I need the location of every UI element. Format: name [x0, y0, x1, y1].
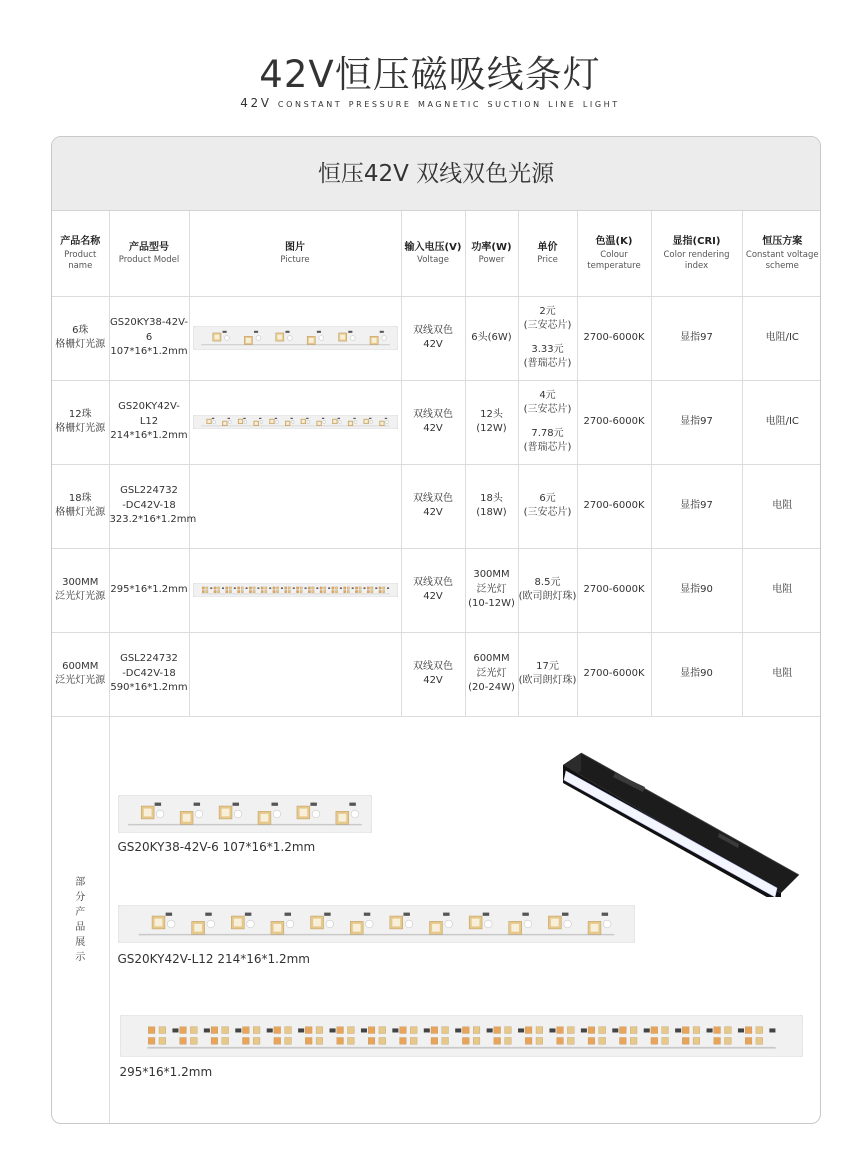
- header-label-en: Constant voltage scheme: [745, 249, 819, 271]
- voltage-line: 42V: [423, 423, 443, 434]
- page-subtitle: 42V constant pressure magnetic suction line light: [240, 96, 620, 110]
- showcase-label-char: 产: [75, 906, 86, 918]
- product-model-line: GS20KY38-42V-6: [109, 317, 189, 343]
- scheme-cell: [742, 464, 821, 548]
- strip-caption: 295*16*1.2mm: [119, 1064, 213, 1079]
- voltage-line: 42V: [423, 507, 443, 518]
- voltage-line: 42V: [423, 675, 443, 686]
- led-strip-picture: [193, 583, 398, 597]
- power-line: 18头(18W): [476, 492, 507, 518]
- product-name-cell: [52, 380, 109, 464]
- product-picture-cell: [189, 632, 401, 716]
- color-temperature-value: 2700-6000K: [583, 667, 645, 679]
- product-model-line: 214*16*1.2mm: [110, 430, 188, 442]
- power-line: (20-24W): [468, 682, 515, 694]
- product-picture-cell: [189, 464, 401, 548]
- led-strip-picture: [193, 326, 398, 350]
- header-label-en: Color rendering index: [663, 249, 730, 271]
- price-line: 6元: [539, 492, 556, 504]
- voltage-cell: [401, 548, 465, 632]
- showcase-label-char: 展: [75, 936, 86, 948]
- magnetic-line-lamp-image: [553, 747, 803, 897]
- voltage-cell: [401, 632, 465, 716]
- header-label-en: Voltage: [417, 255, 449, 266]
- product-name-line: 格栅灯光源: [55, 423, 106, 434]
- scheme-value: 电阻: [772, 499, 793, 511]
- product-model-cell: [109, 632, 189, 716]
- spec-table: [52, 211, 821, 1124]
- power-line: 300MM: [473, 569, 510, 581]
- led-strip-picture: [193, 415, 398, 429]
- product-name-line: 6珠: [72, 324, 89, 336]
- voltage-line: 双线双色: [413, 492, 453, 504]
- price-line: (三安芯片): [523, 404, 572, 415]
- showcase-label-char: 示: [75, 951, 86, 963]
- voltage-cell: [401, 296, 465, 380]
- strip-300mm-image: [120, 1015, 803, 1057]
- header-label-zh: 恒压方案: [762, 236, 803, 248]
- power-line: 12头(12W): [476, 408, 507, 434]
- header-label-zh: 产品名称: [60, 236, 101, 248]
- table-row: [52, 464, 821, 548]
- showcase-label-char: 部: [75, 876, 86, 888]
- table-row: [52, 632, 821, 716]
- product-model-cell: [109, 464, 197, 548]
- price-line: (普瑞芯片): [523, 358, 572, 369]
- product-model-line: 590*16*1.2mm: [110, 682, 188, 694]
- product-name-line: 600MM: [62, 660, 99, 672]
- cri-cell: [651, 464, 742, 548]
- product-model-line: 295*16*1.2mm: [110, 583, 188, 595]
- cri-value: 显指90: [680, 583, 713, 595]
- strip-6-led-image: [118, 795, 372, 833]
- header-cell: [518, 211, 577, 296]
- price-cell: [518, 464, 577, 548]
- header-cell: [577, 211, 651, 296]
- product-model-line: GSL224732: [120, 485, 178, 497]
- price-cell: [518, 548, 577, 632]
- header-label-en: Price: [537, 255, 558, 266]
- price-cell: [518, 296, 577, 380]
- product-model-cell: [109, 380, 189, 464]
- price-line: 17元: [536, 660, 559, 672]
- page-title: 42V恒压磁吸线条灯: [259, 53, 601, 96]
- color-temperature-cell: [577, 632, 651, 716]
- strip-12-led-image: [118, 905, 635, 943]
- product-name-line: 300MM: [62, 576, 99, 588]
- cri-value: 显指97: [680, 331, 713, 343]
- cri-cell: [651, 296, 742, 380]
- price-line: (普瑞芯片): [523, 442, 572, 453]
- product-name-cell: [52, 296, 109, 380]
- header-label-en: Picture: [280, 255, 310, 266]
- showcase-label-char: 分: [75, 891, 86, 903]
- product-name-line: 格栅灯光源: [55, 339, 106, 350]
- cri-value: 显指97: [680, 499, 713, 511]
- scheme-value: 电阻/IC: [765, 331, 799, 343]
- product-model-line: 323.2*16*1.2mm: [109, 514, 197, 526]
- power-cell: [465, 380, 518, 464]
- power-cell: [465, 632, 518, 716]
- product-picture-cell: [189, 380, 401, 464]
- table-row: [52, 296, 821, 380]
- price-line: (欧司朗灯珠): [518, 591, 577, 602]
- header-cell: [52, 211, 109, 296]
- product-picture-cell: [189, 548, 401, 632]
- color-temperature-value: 2700-6000K: [583, 499, 645, 511]
- card-heading: 恒压42V 双线双色光源: [52, 137, 820, 211]
- color-temperature-cell: [577, 464, 651, 548]
- header-label-en: Product Model: [118, 255, 180, 266]
- power-cell: [465, 464, 518, 548]
- header-label-en: Power: [478, 255, 505, 266]
- voltage-cell: [401, 380, 465, 464]
- voltage-line: 双线双色: [413, 324, 453, 336]
- cri-value: 显指90: [680, 667, 713, 679]
- header-label-zh: 功率(W): [471, 241, 512, 253]
- header-label-zh: 显指(CRI): [672, 236, 721, 248]
- header-cell: [465, 211, 518, 296]
- color-temperature-value: 2700-6000K: [583, 583, 645, 595]
- scheme-value: 电阻/IC: [765, 415, 799, 427]
- header-label-zh: 单价: [537, 241, 558, 253]
- product-name-line: 格栅灯光源: [55, 507, 106, 518]
- color-temperature-value: 2700-6000K: [583, 331, 645, 343]
- table-header-row: [52, 211, 821, 296]
- table-row: [52, 548, 821, 632]
- scheme-value: 电阻: [772, 667, 793, 679]
- showcase-row: [52, 716, 821, 1123]
- showcase-label-cell: [52, 716, 109, 1123]
- showcase-label: [52, 875, 109, 965]
- voltage-line: 42V: [423, 339, 443, 350]
- strip-caption: GS20KY42V-L12 214*16*1.2mm: [117, 951, 310, 966]
- product-model-line: 107*16*1.2mm: [110, 346, 188, 358]
- product-model-line: GSL224732: [120, 653, 178, 665]
- product-name-cell: [52, 548, 109, 632]
- header-cell: [401, 211, 465, 296]
- showcase-label-char: 品: [75, 921, 86, 933]
- voltage-cell: [401, 464, 465, 548]
- scheme-cell: [742, 548, 821, 632]
- scheme-value: 电阻: [772, 583, 793, 595]
- product-name-line: 泛光灯光源: [55, 591, 106, 602]
- header-label-zh: 图片: [285, 241, 305, 253]
- header-label-zh: 色温(K): [595, 236, 633, 248]
- product-name-line: 泛光灯光源: [55, 675, 106, 686]
- product-model-line: -DC42V-18: [122, 667, 176, 679]
- cri-cell: [651, 632, 742, 716]
- showcase-area: [109, 716, 821, 1123]
- header-cell: [742, 211, 821, 296]
- header-label-en: Colour temperature: [587, 249, 641, 271]
- header-label-zh: 输入电压(V): [404, 241, 462, 253]
- cri-value: 显指97: [680, 415, 713, 427]
- price-cell: [518, 632, 577, 716]
- price-cell: [518, 380, 577, 464]
- header-cell: [109, 211, 189, 296]
- price-spacer: [519, 418, 577, 427]
- color-temperature-cell: [577, 296, 651, 380]
- product-model-line: -DC42V-18: [122, 499, 176, 511]
- product-name-cell: [52, 632, 109, 716]
- power-cell: [465, 548, 518, 632]
- price-line: (欧司朗灯珠): [518, 675, 577, 686]
- color-temperature-cell: [577, 548, 651, 632]
- power-cell: [465, 296, 518, 380]
- price-spacer: [519, 334, 577, 343]
- product-name-cell: [52, 464, 109, 548]
- product-picture-cell: [189, 296, 401, 380]
- header-label-zh: 产品型号: [129, 241, 169, 253]
- price-line: 4元: [539, 389, 556, 401]
- voltage-line: 双线双色: [413, 660, 453, 672]
- scheme-cell: [742, 632, 821, 716]
- voltage-line: 42V: [423, 591, 443, 602]
- color-temperature-cell: [577, 380, 651, 464]
- cri-cell: [651, 380, 742, 464]
- price-line: 8.5元: [534, 576, 561, 588]
- power-line: (10-12W): [468, 598, 515, 610]
- price-line: (三安芯片): [523, 320, 572, 331]
- header-label-en: Product name: [64, 249, 97, 271]
- color-temperature-value: 2700-6000K: [583, 415, 645, 427]
- header-cell: [651, 211, 742, 296]
- price-line: (三安芯片): [523, 507, 572, 518]
- product-model-cell: [109, 548, 189, 632]
- power-line: 6头(6W): [471, 331, 512, 343]
- price-line: 3.33元: [531, 343, 564, 355]
- product-name-line: 12珠: [68, 408, 92, 420]
- product-name-line: 18珠: [68, 492, 92, 504]
- spec-card: [51, 136, 821, 1124]
- product-model-line: GS20KY42V-L12: [118, 401, 180, 427]
- power-line: 泛光灯: [476, 583, 507, 595]
- price-line: 2元: [539, 305, 556, 317]
- scheme-cell: [742, 296, 821, 380]
- price-line: 7.78元: [531, 427, 564, 439]
- voltage-line: 双线双色: [413, 408, 453, 420]
- product-model-cell: [109, 296, 189, 380]
- scheme-cell: [742, 380, 821, 464]
- strip-caption: GS20KY38-42V-6 107*16*1.2mm: [117, 839, 316, 854]
- voltage-line: 双线双色: [413, 576, 453, 588]
- power-line: 600MM: [473, 653, 510, 665]
- cri-cell: [651, 548, 742, 632]
- power-line: 泛光灯: [476, 667, 507, 679]
- table-row: [52, 380, 821, 464]
- header-cell: [189, 211, 401, 296]
